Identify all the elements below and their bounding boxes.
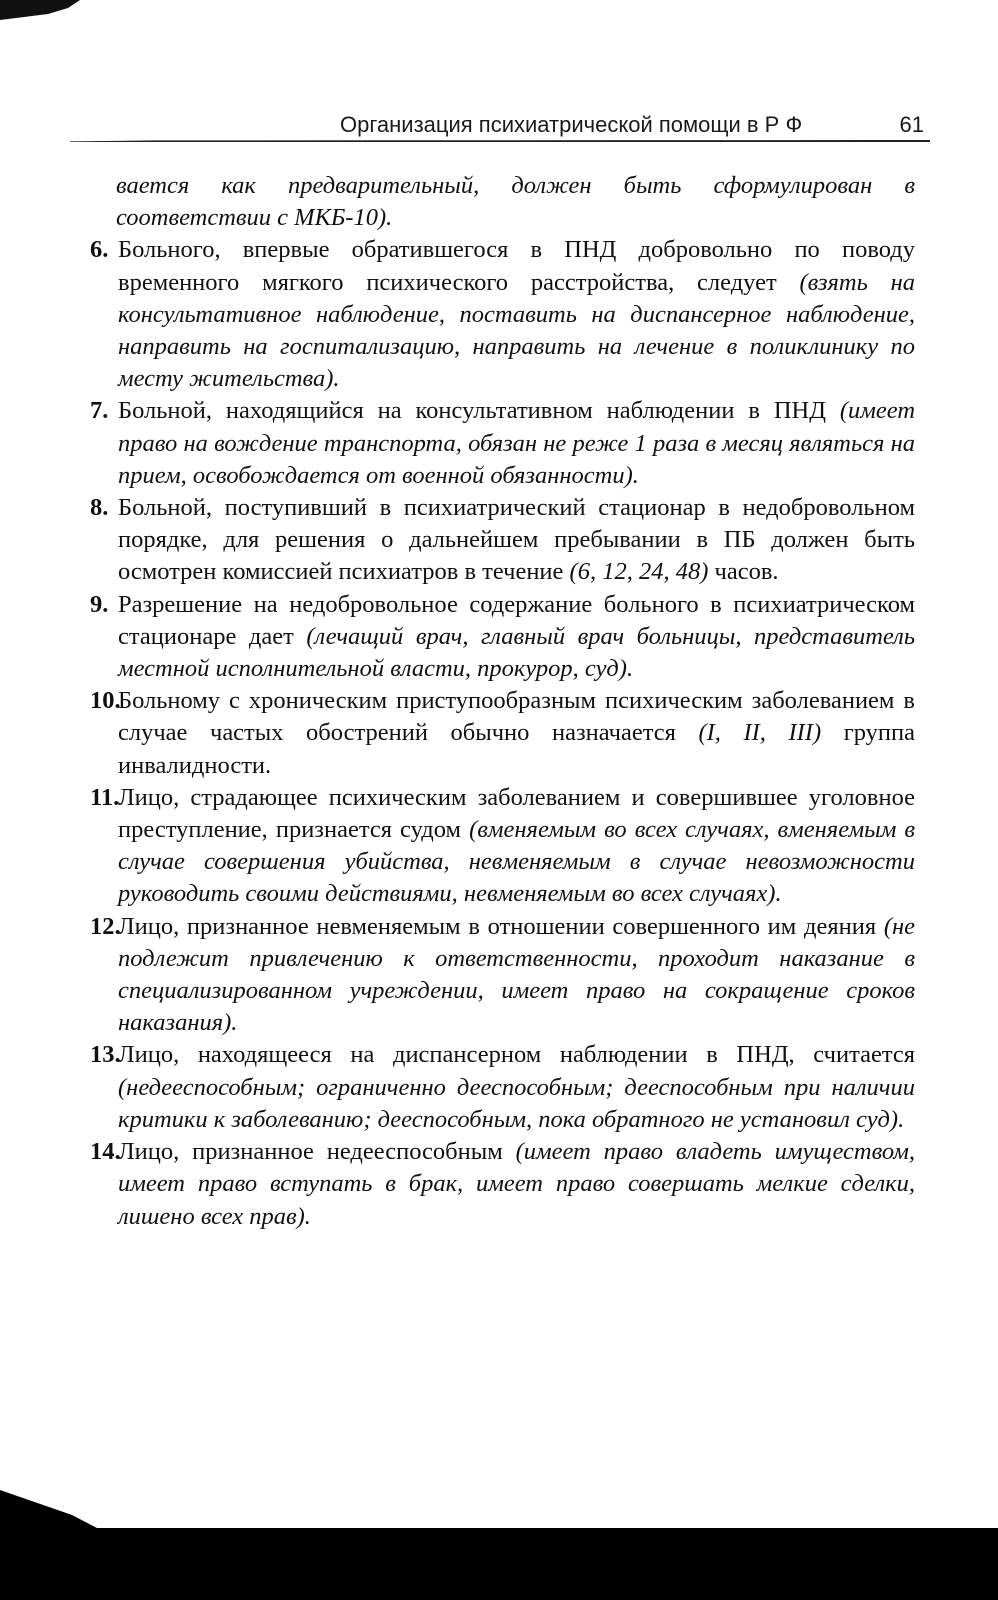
- running-head: [340, 112, 924, 138]
- question-list: [90, 234, 915, 1232]
- question-tail: группа инвалидности.: [118, 719, 916, 779]
- question-item: [90, 1136, 915, 1233]
- question-text: Больному с хроническим приступообразным психическим заболеванием в случае частых обострений обычно назначается: [118, 687, 915, 747]
- answer-options: (не подлежит привлечению к ответственности, проходит наказание в специализированном учреждении, имеет право на сокращение сроков наказания).: [118, 912, 916, 1037]
- continued-text: вается как предварительный, должен быть сформулирован в соответствии с МКБ-10).: [116, 172, 915, 232]
- page-number: 61: [899, 112, 924, 137]
- question-number: 9.: [90, 590, 109, 618]
- question-number: 14.: [90, 1138, 121, 1166]
- scan-bottom-band: [0, 1490, 998, 1600]
- question-number: 8.: [90, 494, 109, 522]
- answer-options: (вменяемым во всех случаях, вменяемым в случае совершения убийства, невменяемым в случае невозможности руководить своими действиями, невменяемым во всех случаях).: [118, 816, 915, 908]
- question-item: [90, 395, 915, 492]
- question-body: [118, 492, 915, 589]
- answer-options: (имеет право на вождение транспорта, обязан не реже 1 раза в месяц являться на прием, освобождается от военной обязанности).: [118, 397, 916, 489]
- answer-options: (I, II, III): [698, 719, 822, 747]
- page-body: [90, 170, 915, 1233]
- question-body: [118, 685, 915, 782]
- question-body: [118, 1136, 915, 1233]
- question-text: Больного, впервые обратившегося в ПНД добровольно по поводу временного мягкого психического расстройства, следует: [118, 236, 915, 296]
- question-text: Разрешение на недобровольное содержание больного в психиатрическом стационаре дает: [118, 590, 915, 650]
- question-text: Лицо, признанное невменяемым в отношении совершенного им деяния: [118, 912, 877, 940]
- scan-corner-mark: [0, 0, 80, 20]
- question-item: [90, 911, 915, 1040]
- question-item: [90, 492, 915, 589]
- question-number: 6.: [90, 236, 109, 264]
- question-text: Лицо, находящееся на диспансерном наблюдении в ПНД, считается: [118, 1041, 915, 1069]
- question-text: Больной, находящийся на консультативном наблюдении в ПНД: [118, 397, 826, 425]
- question-item: [90, 234, 915, 395]
- answer-options: (6, 12, 24, 48): [569, 558, 709, 586]
- header-rule: [70, 140, 930, 142]
- question-body: [118, 589, 915, 686]
- question-number: 12.: [90, 912, 121, 940]
- question-tail: часов.: [714, 558, 779, 586]
- question-number: 7.: [90, 397, 109, 425]
- question-body: [118, 1039, 915, 1136]
- question-body: [118, 782, 915, 911]
- answer-options: (имеет право владеть имуществом, имеет право вступать в брак, имеет право совершать мелкие сделки, лишено всех прав).: [118, 1138, 916, 1230]
- question-item: [90, 685, 915, 782]
- question-body: [118, 395, 915, 492]
- question-text: Больной, поступивший в психиатрический стационар в недобровольном порядке, для решения о дальнейшем пребывании в ПБ должен быть осмотрен комиссией психиатров в течение: [118, 494, 915, 586]
- question-body: [118, 911, 915, 1040]
- question-item: [90, 589, 915, 686]
- running-head-title: Организация психиатрической помощи в Р Ф: [340, 112, 803, 137]
- answer-options: (недееспособным; ограниченно дееспособным; дееспособным при наличии критики к заболеванию; дееспособным, пока обратного не установил суд).: [118, 1073, 915, 1133]
- answer-options: (взять на консультативное наблюдение, поставить на диспансерное наблюдение, направить на госпитализацию, направить на лечение в поликлинику по месту жительства).: [118, 268, 916, 393]
- question-number: 11.: [90, 783, 120, 811]
- question-body: [118, 234, 915, 395]
- question-text: Лицо, признанное недееспособным: [118, 1138, 503, 1166]
- question-text: Лицо, страдающее психическим заболеванием и совершившее уголовное преступление, признается судом: [118, 783, 915, 844]
- answer-options: (лечащий врач, главный врач больницы, представитель местной исполнительной власти, прокурор, суд).: [118, 622, 916, 683]
- question-number: 13.: [90, 1041, 121, 1069]
- question-number: 10.: [90, 687, 121, 715]
- question-item: [90, 782, 915, 911]
- question-item: [90, 1039, 915, 1136]
